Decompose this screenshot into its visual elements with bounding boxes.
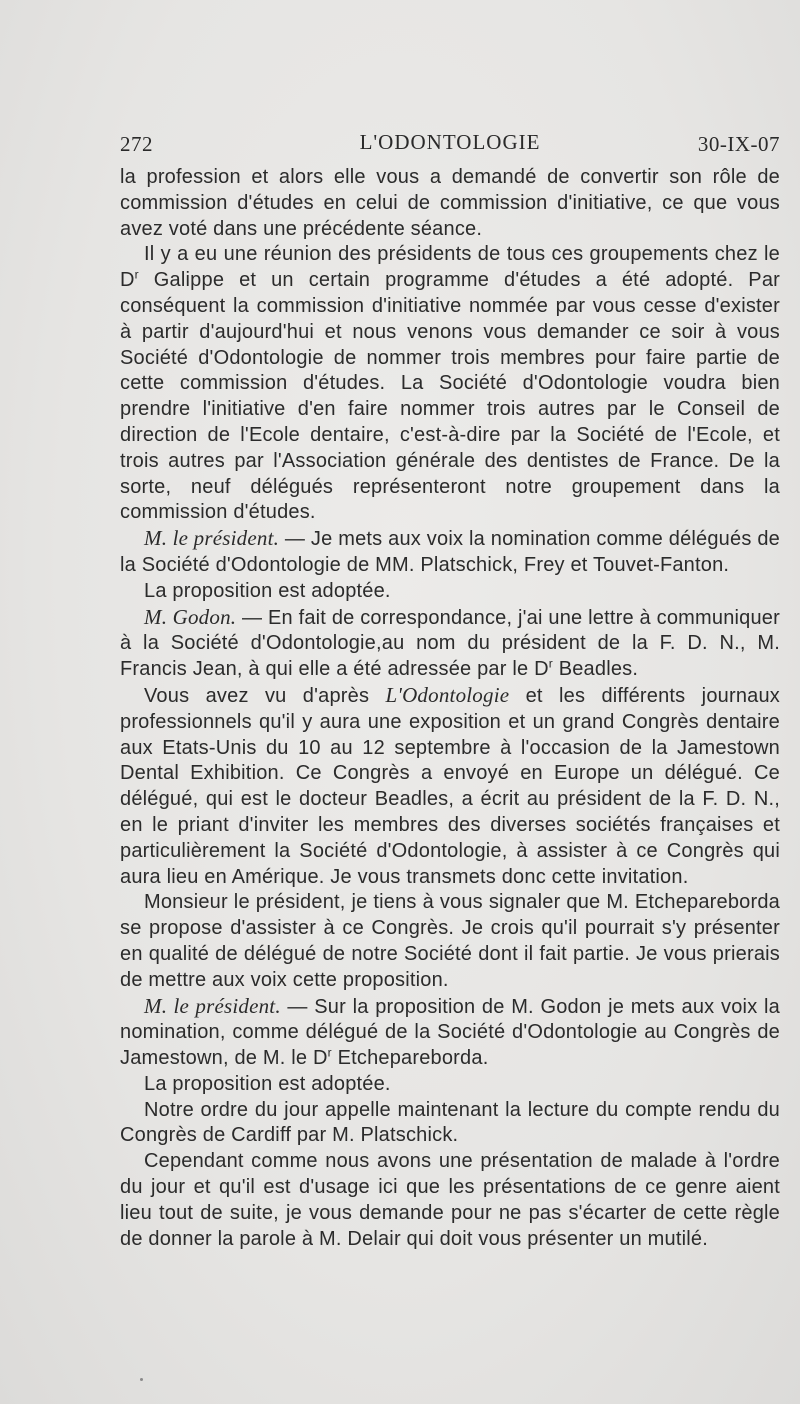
- paragraph-text: Beadles.: [552, 658, 639, 681]
- paragraph-text: La proposition est adoptée.: [144, 579, 391, 602]
- paragraph-text: — En fait de correspondance, j'ai une lettre à communiquer à la Société d'Odontologie,au nom du président de la F. D. N., M. Francis Jean, à qui elle a été adressée par le D: [120, 606, 780, 681]
- paragraph-text: Cependant comme nous avons une présentation de malade à l'ordre du jour et qu'il est d'usage ici que les présentations de ce genre aient lieu tout de suite, je vous demande pour ne pas s'écarter de cette règle de donner la parole à M. Delair qui doit vous présenter un mutilé.: [120, 1150, 780, 1250]
- paragraph-text: Etchepareborda.: [331, 1047, 489, 1070]
- paragraph: [120, 242, 780, 526]
- page-number: 272: [120, 132, 153, 156]
- superscript: r: [134, 267, 139, 282]
- paragraph-text: Il y a eu une réunion des présidents de tous ces groupements chez le D: [120, 243, 780, 292]
- paragraph-text: La proposition est adoptée.: [144, 1072, 391, 1095]
- paragraph: [120, 526, 780, 579]
- paragraph: [120, 1098, 780, 1150]
- paragraph: [120, 683, 780, 890]
- paragraph-text: — Je mets aux voix la nomination comme délégués de la Société d'Odontologie de MM. Platschick, Frey et Touvet-Fanton.: [120, 528, 780, 576]
- paragraph: [120, 165, 780, 242]
- paragraph-text: Monsieur le président, je tiens à vous signaler que M. Etchepareborda se propose d'assister à ce Congrès. Je crois qu'il pourrait s'y présenter en qualité de délégué de notre Société dont il fait partie. Je vous prierais de mettre aux voix cette proposition.: [120, 891, 780, 991]
- body-text: [120, 165, 780, 1252]
- superscript: r: [327, 1045, 332, 1060]
- speaker-name: M. le président.: [144, 526, 280, 551]
- paragraph: [120, 605, 780, 683]
- paragraph: [120, 1149, 780, 1252]
- issue-date: 30-IX-07: [697, 132, 780, 156]
- superscript: r: [548, 656, 553, 671]
- paragraph: [120, 890, 780, 993]
- paragraph-text: — Sur la proposition de M. Godon je mets aux voix la nomination, comme délégué de la Société d'Odontologie au Congrès de Jamestown, de M. le D: [120, 995, 780, 1070]
- running-header: [120, 128, 780, 160]
- running-title: L'ODONTOLOGIE: [359, 130, 541, 154]
- paper-speck: [140, 1378, 143, 1381]
- journal-title: L'Odontologie: [385, 682, 510, 707]
- paragraph-text: Notre ordre du jour appelle maintenant la lecture du compte rendu du Congrès de Cardiff par M. Platschick.: [120, 1098, 780, 1147]
- paragraph-text: la profession et alors elle vous a demandé de convertir son rôle de commission d'études en celui de commission d'initiative, ce que vous avez voté dans une précédente séance.: [120, 166, 780, 240]
- paragraph-text: et les différents journaux professionnels qu'il y aura une exposition et un grand Congrès dentaire aux Etats-Unis du 10 au 12 septembre à l'occasion de la Jamestown Dental Exhibition. Ce Congrès a envoyé en Europe un délégué. Ce délégué, qui est le docteur Beadles, a écrit au président de la F. D. N., en le priant d'inviter les membres des diverses sociétés françaises et particulièrement la Société d'Odontologie, à assister à ce Congrès qui aura lieu en Amérique. Je vous transmets donc cette invitation.: [120, 684, 781, 888]
- speaker-name: M. le président.: [144, 993, 281, 1018]
- paragraph: [120, 1072, 780, 1098]
- paragraph-text: Galippe et un certain programme d'études a été adopté. Par conséquent la commission d'initiative nommée par vous cesse d'exister à partir d'aujourd'hui et nous venons vous demander ce soir à vous Société d'Odontologie de nommer trois membres pour faire partie de cette commission d'études. La Société d'Odontologie voudra bien prendre l'initiative d'en faire nommer trois autres par le Conseil de direction de l'Ecole dentaire, c'est-à-dire par la Société de l'Ecole, et trois autres par l'Association générale des dentistes de France. De la sorte, neuf délégués représenteront notre groupement dans la commission d'études.: [120, 269, 780, 524]
- paragraph: [120, 994, 780, 1072]
- paragraph: [120, 579, 780, 605]
- speaker-name: M. Godon.: [144, 604, 237, 629]
- paragraph-text: Vous avez vu d'après: [144, 684, 386, 707]
